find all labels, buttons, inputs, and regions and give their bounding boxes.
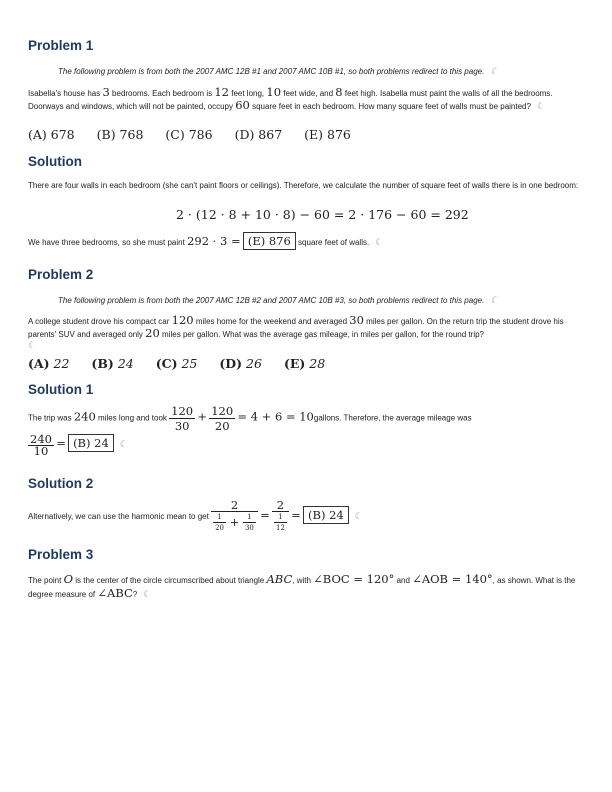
fraction: $\frac{120}{30}$ xyxy=(171,404,194,433)
edit-icon[interactable]: ☾ xyxy=(354,510,363,521)
answer-choices: (A) 678 (B) 768 (C) 786 (D) 867 (E) 876 xyxy=(28,127,351,142)
problem-3-heading: Problem 3 xyxy=(28,547,94,562)
problem-2-heading: Problem 2 xyxy=(28,267,94,282)
solution-1-result: $\frac{240}{10}$ = (B) 24 ☾ xyxy=(30,432,128,458)
solution-1-heading: Solution 1 xyxy=(28,382,94,397)
solution-1-text: The trip was 240 miles long and took $\frac{120}{30}$ + $\frac{120}{20}$ = 4 + 6 = 10gallons. Therefore, the average mileage was xyxy=(28,404,472,433)
solution-2-text: Alternatively, we can use the harmonic mean to get 2 $\frac{1}{20}$ + $\frac{1}{30}$ = $\frac{2}{\frac{1}{12}}$ = (B) 24 ☾ xyxy=(28,498,363,532)
fraction: $\frac{2}{\frac{1}{12}}$ xyxy=(272,500,289,534)
fraction: 2 $\frac{1}{20}$ + $\frac{1}{30}$ xyxy=(211,500,258,534)
problem-1-text: Isabella's house has 3 bedrooms. Each bedroom is 12 feet long, 10 feet wide, and 8 feet high. Isabella must paint the walls of all the bedrooms. Doorways and windows, which will not be painted, occupy 60 square feet in each bedroom. How many square feet of walls must be painted? ☾ xyxy=(28,85,553,112)
edit-icon[interactable]: ☾ xyxy=(490,66,499,76)
edit-icon[interactable]: ☾ xyxy=(143,589,152,599)
problem-2-text: A college student drove his compact car 120 miles home for the weekend and averaged 30 miles per gallon. On the return trip the student drove his parents' SUV and averaged only 20 miles per gallon. What was the average gas mileage, in miles per gallon, for the round trip? ☾ xyxy=(28,313,564,350)
edit-icon[interactable]: ☾ xyxy=(375,237,384,247)
problem-3-text: The point O is the center of the circle circumscribed about triangle ABC, with ∠BOC = 120° and ∠AOB = 140°, as shown. What is the degree measure of ∠ABC? ☾ xyxy=(28,572,576,600)
fraction: $\frac{240}{10}$ xyxy=(30,432,52,458)
solution-text: There are four walls in each bedroom (she can't paint floors or ceilings). Therefore, we calculate the number of square feet of walls there is in one bedroom: xyxy=(28,181,579,190)
solution-conclusion: We have three bedrooms, so she must paint 292 · 3 = (E) 876 square feet of walls. ☾ xyxy=(28,234,384,248)
solution-heading: Solution xyxy=(28,154,82,169)
answer-box: (B) 24 xyxy=(303,506,349,524)
solution-equation: 2 · (12 · 8 + 10 · 8) − 60 = 2 · 176 − 60 = 292 xyxy=(176,207,469,222)
solution-2-heading: Solution 2 xyxy=(28,476,94,491)
edit-icon[interactable]: ☾ xyxy=(28,340,37,350)
edit-icon[interactable]: ☾ xyxy=(536,100,546,111)
answer-box: (B) 24 xyxy=(68,434,114,452)
edit-icon[interactable]: ☾ xyxy=(490,295,499,305)
answer-choices: (A) 22 (B) 24 (C) 25 (D) 26 (E) 28 xyxy=(28,356,326,371)
redirect-note: The following problem is from both the 2007 AMC 12B #2 and 2007 AMC 10B #3, so both problems redirect to this page. ☾ xyxy=(58,295,499,305)
fraction: $\frac{120}{20}$ xyxy=(211,404,234,433)
redirect-note: The following problem is from both the 2007 AMC 12B #1 and 2007 AMC 10B #1, so both problems redirect to this page. ☾ xyxy=(58,66,499,76)
problem-1-heading: Problem 1 xyxy=(28,38,94,53)
edit-icon[interactable]: ☾ xyxy=(119,439,128,450)
answer-box: (E) 876 xyxy=(243,232,296,250)
